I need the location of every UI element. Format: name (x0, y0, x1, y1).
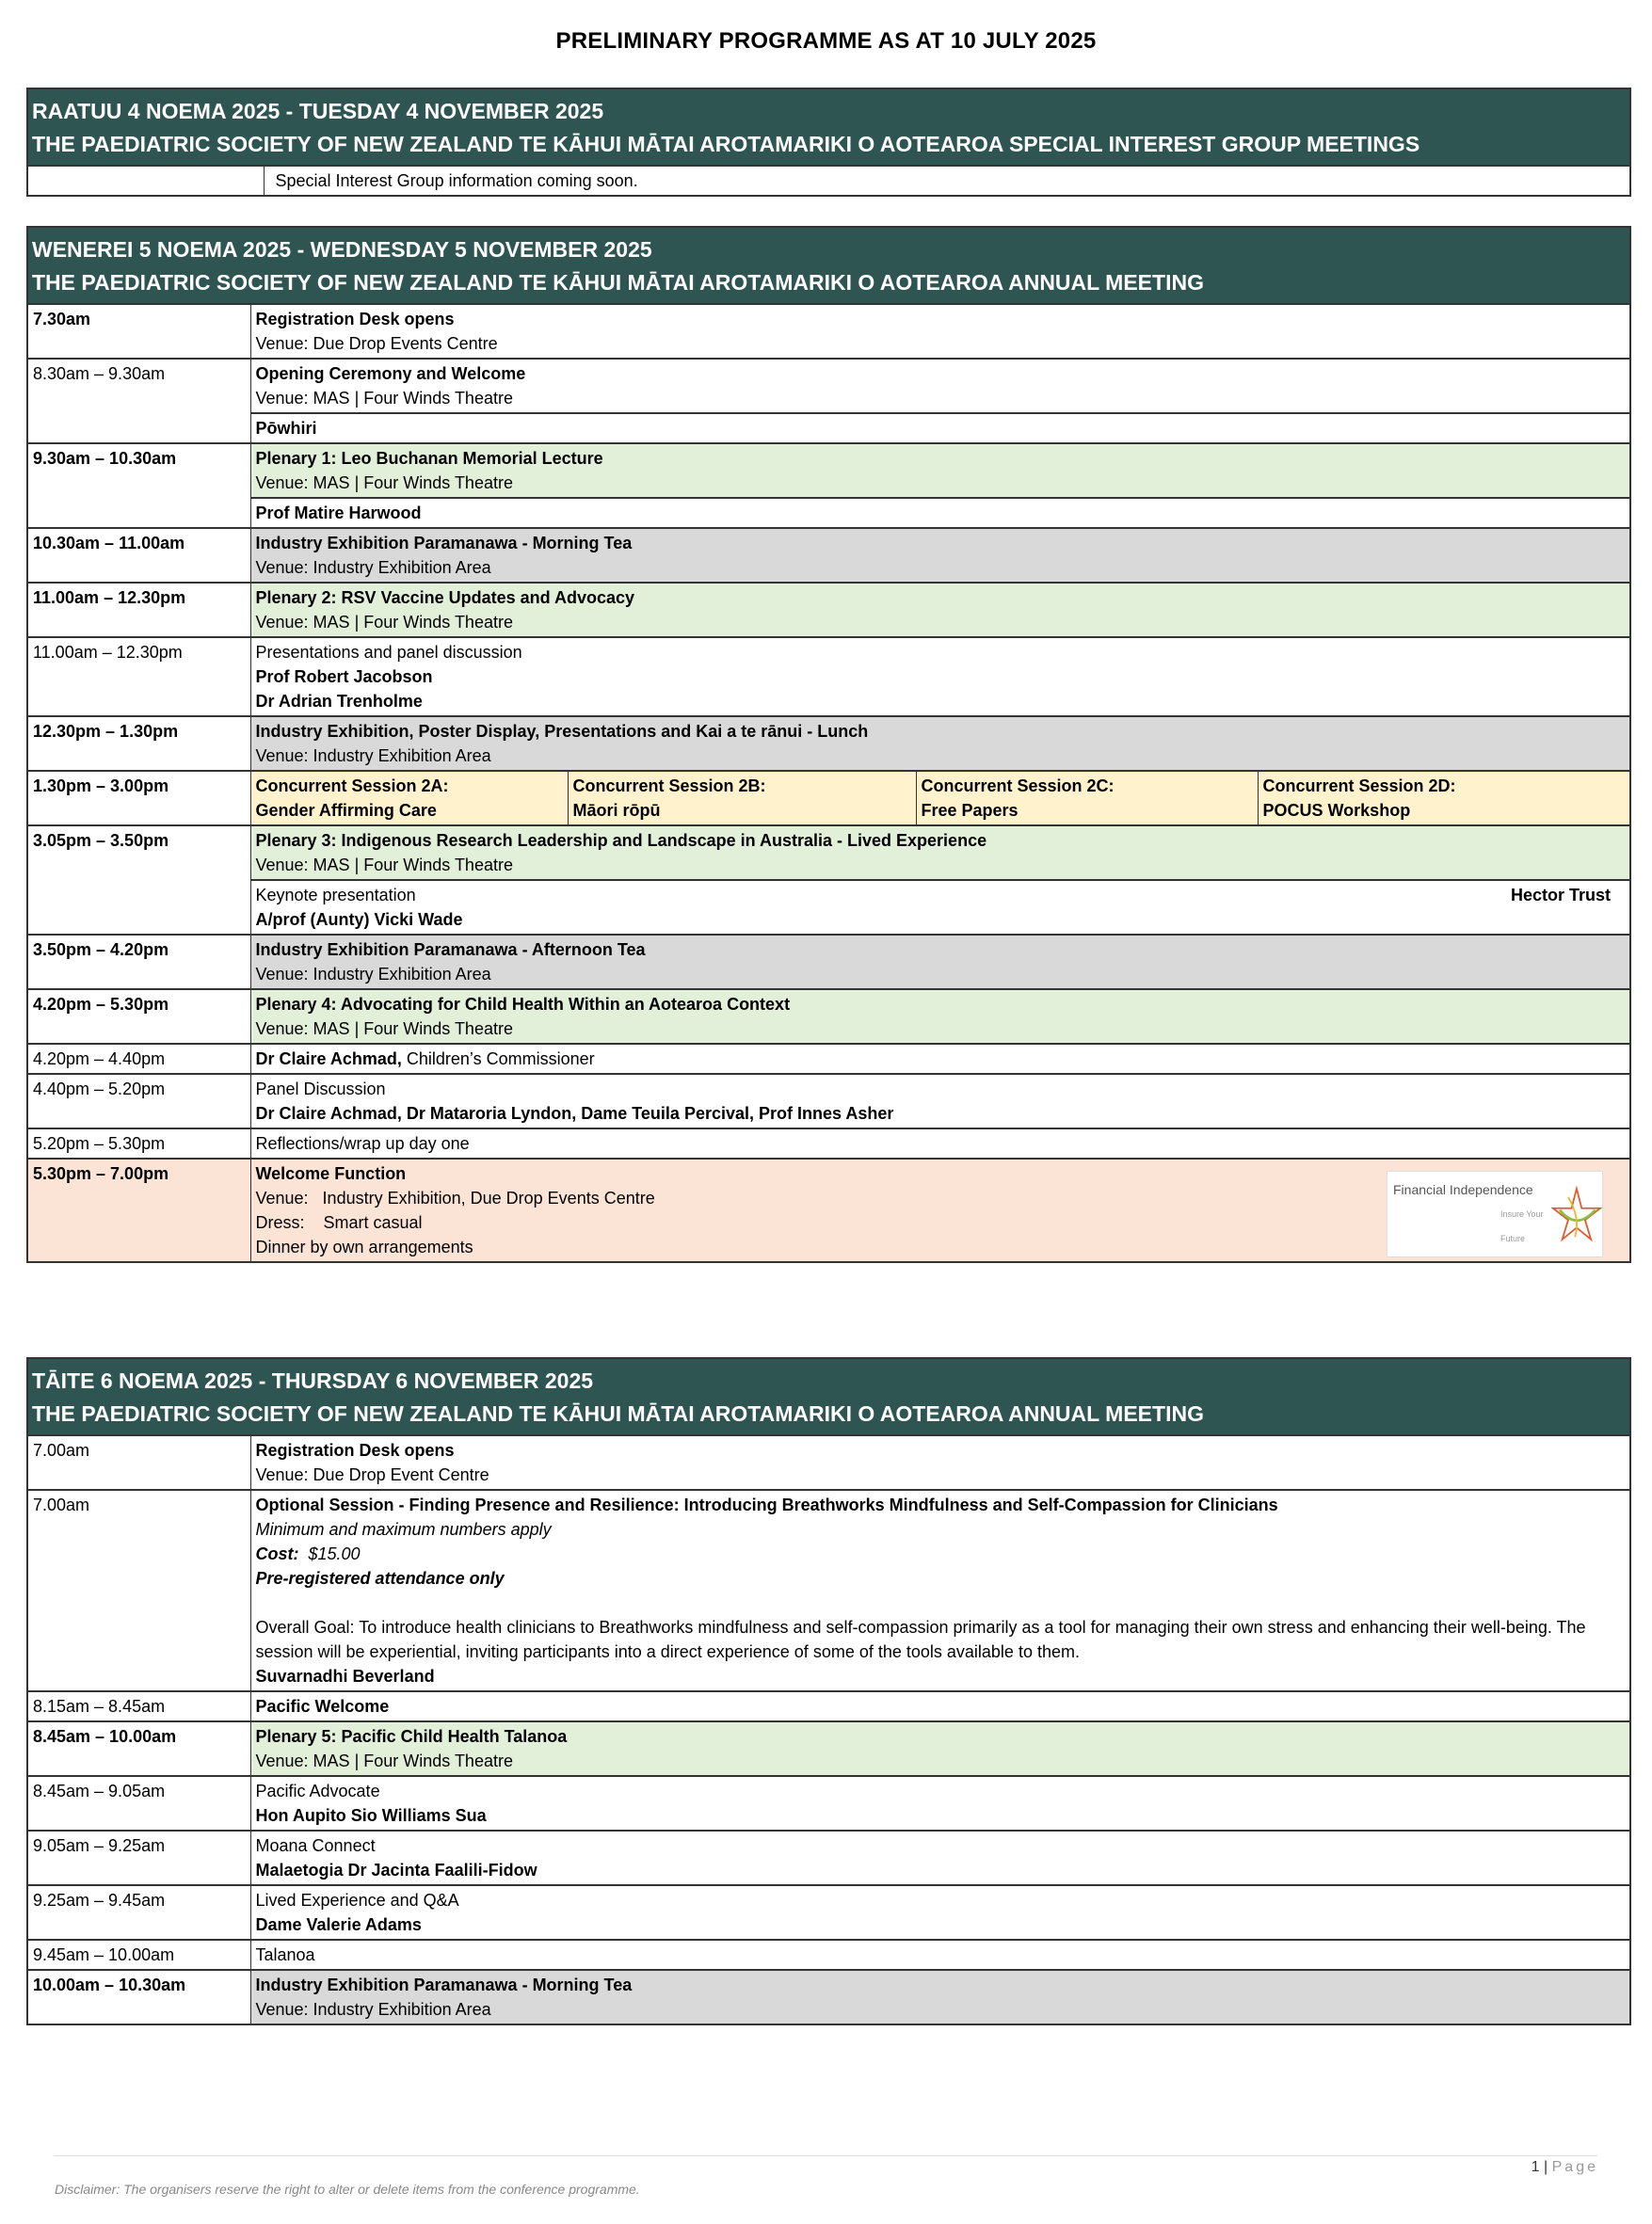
day3-heading-meeting: THE PAEDIATRIC SOCIETY OF NEW ZEALAND TE KĀHUI MĀTAI AROTAMARIKI O AOTEAROA ANNUAL MEETING (32, 1401, 1204, 1426)
session-desc: Presentations and panel discussion (255, 643, 522, 662)
table-row (28, 1940, 1629, 1970)
session-title: Industry Exhibition Paramanawa - Afternoon Tea (255, 940, 646, 959)
time-cell: 4.20pm – 4.40pm (28, 1044, 250, 1074)
session-cell (250, 1885, 1629, 1940)
session-cell (250, 637, 1629, 716)
speaker: Hon Aupito Sio Williams Sua (255, 1806, 487, 1825)
day3-table (28, 1436, 1629, 2025)
concurrent-sessions (250, 771, 1629, 825)
page-separator: | (1539, 2159, 1552, 2175)
speaker: Dame Valerie Adams (255, 1915, 422, 1934)
session-title: Pacific Welcome (250, 1691, 1629, 1721)
speaker-role: Children’s Commissioner (401, 1049, 595, 1068)
table-row (28, 1970, 1629, 2024)
dress-code: Dress: Smart casual (255, 1213, 423, 1232)
table-row (28, 1490, 1629, 1691)
day1-heading-meeting: THE PAEDIATRIC SOCIETY OF NEW ZEALAND TE KĀHUI MĀTAI AROTAMARIKI O AOTEAROA SPECIAL INTEREST GROUP MEETINGS (32, 132, 1420, 156)
concurrent-2c (917, 772, 1259, 824)
session-venue: Venue: MAS | Four Winds Theatre (255, 1019, 513, 1038)
speaker: A/prof (Aunty) Vicki Wade (255, 910, 463, 929)
time-cell: 4.40pm – 5.20pm (28, 1074, 250, 1128)
table-row (28, 1044, 1629, 1074)
session-title: Plenary 4: Advocating for Child Health Within an Aotearoa Context (255, 995, 791, 1014)
session-venue: Venue: Industry Exhibition Area (255, 965, 491, 984)
session-cell (250, 1044, 1629, 1074)
concurrent-2d (1259, 772, 1630, 824)
session-cell (250, 305, 1629, 359)
star-logo-icon (1551, 1181, 1602, 1247)
day2-heading-date: WENEREI 5 NOEMA 2025 - WEDNESDAY 5 NOVEMBER 2025 (32, 237, 652, 262)
session-cell (250, 1776, 1629, 1831)
session-title: Opening Ceremony and Welcome (255, 364, 526, 383)
table-row (28, 528, 1629, 583)
table-row (28, 1776, 1629, 1831)
day3-heading-date: TĀITE 6 NOEMA 2025 - THURSDAY 6 NOVEMBER 2025 (32, 1368, 594, 1393)
page-title: PRELIMINARY PROGRAMME AS AT 10 JULY 2025 (555, 28, 1097, 54)
preregistration-note: Pre-registered attendance only (255, 1569, 505, 1588)
session-title: Optional Session - Finding Presence and Resilience: Introducing Breathworks Mindfulness and Self-Compassion for Clinicians (255, 1496, 1278, 1514)
session-cell (250, 716, 1629, 771)
time-cell (28, 167, 264, 196)
sponsor-label: Hector Trust (1510, 886, 1611, 904)
session-cell (250, 1490, 1629, 1691)
session-goal: Overall Goal: To introduce health clinicians to Breathworks mindfulness and self-compassion primarily as a tool for managing their own stress and enhancing their well-being. The session will be experiential, inviting participants into a direct experience of some of the tools available to them. (255, 1618, 1586, 1661)
time-cell: 9.25am – 9.45am (28, 1885, 250, 1940)
logo-tagline: Insure Your Future (1500, 1209, 1544, 1243)
day1-section (26, 88, 1631, 197)
table-row (28, 1885, 1629, 1940)
session-cell (250, 935, 1629, 989)
session-title: Industry Exhibition Paramanawa - Morning Tea (255, 534, 633, 552)
session-label: Concurrent Session 2B: (572, 776, 766, 795)
table-row (28, 1831, 1629, 1885)
session-desc: Pacific Advocate (255, 1782, 380, 1800)
session-cell (250, 1721, 1629, 1776)
session-topic: Māori rōpū (572, 801, 661, 820)
session-title: Plenary 1: Leo Buchanan Memorial Lecture (255, 449, 603, 468)
session-venue: Venue: MAS | Four Winds Theatre (255, 1752, 513, 1770)
table-row (28, 1128, 1629, 1159)
day2-table (28, 305, 1629, 1263)
cost-line (256, 1542, 1626, 1566)
session-cell (250, 583, 1629, 637)
speaker: Dr Claire Achmad, (255, 1049, 402, 1068)
time-cell: 9.45am – 10.00am (28, 1940, 250, 1970)
time-cell: 7.00am (28, 1490, 250, 1691)
session-venue: Venue: MAS | Four Winds Theatre (255, 856, 513, 874)
session-cell (250, 1831, 1629, 1885)
day2-heading (28, 228, 1629, 305)
speaker: Dr Adrian Trenholme (255, 692, 423, 711)
table-row (28, 1074, 1629, 1128)
session-title: Plenary 3: Indigenous Research Leadership and Landscape in Australia - Lived Experience (255, 831, 987, 850)
time-cell: 3.50pm – 4.20pm (28, 935, 250, 989)
session-title: Plenary 2: RSV Vaccine Updates and Advocacy (255, 588, 635, 607)
logo-text: Financial Independence (1393, 1182, 1533, 1197)
cost-label: Cost: (255, 1544, 299, 1563)
session-cell (250, 1074, 1629, 1128)
session-cell: Talanoa (250, 1940, 1629, 1970)
table-row (28, 1691, 1629, 1721)
time-cell: 9.30am – 10.30am (28, 443, 250, 528)
speaker: Malaetogia Dr Jacinta Faalili-Fidow (255, 1861, 537, 1880)
table-row (28, 359, 1629, 413)
numbers-note: Minimum and maximum numbers apply (255, 1520, 552, 1539)
session-label: Concurrent Session 2C: (921, 776, 1115, 795)
session-desc: Keynote presentation (255, 886, 416, 904)
table-row (28, 167, 1629, 196)
session-desc: Lived Experience and Q&A (255, 1891, 459, 1910)
table-row (28, 498, 1629, 528)
table-row (28, 1159, 1629, 1262)
session-cell (250, 989, 1629, 1044)
concurrent-2b (569, 772, 917, 824)
session-topic: POCUS Workshop (1262, 801, 1411, 820)
day1-heading (28, 89, 1629, 167)
table-row (28, 825, 1629, 880)
session-title: Registration Desk opens (255, 1441, 455, 1460)
disclaimer: Disclaimer: The organisers reserve the right to alter or delete items from the conference programme. (55, 2182, 640, 2197)
table-row (28, 583, 1629, 637)
session-cell (250, 880, 1629, 935)
session-cell (250, 1159, 1629, 1262)
session-venue: Venue: Industry Exhibition Area (255, 558, 491, 577)
session-topic: Gender Affirming Care (255, 801, 437, 820)
footer-divider (54, 2155, 1597, 2156)
day3-section (26, 1357, 1631, 2025)
session-title: Plenary 5: Pacific Child Health Talanoa (255, 1727, 568, 1746)
page-word: Page (1551, 2159, 1598, 2175)
sponsor-logo (1387, 1171, 1603, 1257)
day2-heading-meeting: THE PAEDIATRIC SOCIETY OF NEW ZEALAND TE KĀHUI MĀTAI AROTAMARIKI O AOTEAROA ANNUAL MEETING (32, 270, 1204, 295)
session-cell (250, 825, 1629, 880)
table-row (28, 771, 1629, 825)
session-venue: Venue: MAS | Four Winds Theatre (255, 613, 513, 632)
time-cell: 5.30pm – 7.00pm (28, 1159, 250, 1262)
page-number-value: 1 (1531, 2159, 1540, 2175)
session-cell: Reflections/wrap up day one (250, 1128, 1629, 1159)
session-venue: Venue: Industry Exhibition Area (255, 746, 491, 765)
day2-section (26, 226, 1631, 1263)
time-cell: 4.20pm – 5.30pm (28, 989, 250, 1044)
time-cell: 11.00am – 12.30pm (28, 583, 250, 637)
table-row (28, 880, 1629, 935)
session-topic: Free Papers (921, 801, 1018, 820)
time-cell: 1.30pm – 3.00pm (28, 771, 250, 825)
cost-value: $15.00 (298, 1544, 361, 1563)
speaker: Dr Claire Achmad, Dr Mataroria Lyndon, Dame Teuila Percival, Prof Innes Asher (255, 1104, 894, 1123)
speaker: Suvarnadhi Beverland (255, 1667, 435, 1686)
session-sub: Prof Matire Harwood (250, 498, 1629, 528)
time-cell: 7.00am (28, 1436, 250, 1490)
session-venue: Venue: Due Drop Events Centre (255, 334, 498, 353)
concurrent-2a (251, 772, 569, 824)
session-label: Concurrent Session 2A: (255, 776, 449, 795)
time-cell: 9.05am – 9.25am (28, 1831, 250, 1885)
table-row (28, 1436, 1629, 1490)
table-row (28, 1721, 1629, 1776)
time-cell: 10.30am – 11.00am (28, 528, 250, 583)
day1-table (28, 167, 1629, 197)
dinner-note: Dinner by own arrangements (255, 1238, 473, 1256)
time-cell: 7.30am (28, 305, 250, 359)
session-venue: Venue: Industry Exhibition, Due Drop Events Centre (255, 1189, 655, 1208)
session-title: Welcome Function (255, 1164, 407, 1183)
table-row (28, 305, 1629, 359)
session-title: Industry Exhibition, Poster Display, Presentations and Kai a te rānui - Lunch (255, 722, 869, 741)
time-cell: 8.45am – 10.00am (28, 1721, 250, 1776)
time-cell: 3.05pm – 3.50pm (28, 825, 250, 935)
time-cell: 8.30am – 9.30am (28, 359, 250, 443)
session-desc: Moana Connect (255, 1836, 376, 1855)
table-row (28, 413, 1629, 443)
session-cell (250, 359, 1629, 413)
session-desc: Panel Discussion (255, 1080, 386, 1098)
session-venue: Venue: Due Drop Event Centre (255, 1465, 489, 1484)
session-cell (250, 1436, 1629, 1490)
session-label: Concurrent Session 2D: (1262, 776, 1456, 795)
table-row (28, 443, 1629, 498)
sig-info: Special Interest Group information coming soon. (264, 167, 1629, 196)
speaker: Prof Robert Jacobson (255, 667, 433, 686)
table-row (28, 935, 1629, 989)
session-venue: Venue: MAS | Four Winds Theatre (255, 389, 513, 408)
time-cell: 11.00am – 12.30pm (28, 637, 250, 716)
session-title: Registration Desk opens (255, 310, 455, 328)
session-sub: Pōwhiri (250, 413, 1629, 443)
session-venue: Venue: MAS | Four Winds Theatre (255, 473, 513, 492)
session-cell (250, 443, 1629, 498)
page-number (1532, 2159, 1598, 2176)
time-cell: 10.00am – 10.30am (28, 1970, 250, 2024)
time-cell: 5.20pm – 5.30pm (28, 1128, 250, 1159)
table-row (28, 637, 1629, 716)
session-title: Industry Exhibition Paramanawa - Morning Tea (255, 1976, 633, 1994)
table-row (28, 989, 1629, 1044)
day1-heading-date: RAATUU 4 NOEMA 2025 - TUESDAY 4 NOVEMBER 2025 (32, 99, 604, 123)
session-cell (250, 1970, 1629, 2024)
table-row (28, 716, 1629, 771)
session-venue: Venue: Industry Exhibition Area (255, 2000, 491, 2019)
time-cell: 8.15am – 8.45am (28, 1691, 250, 1721)
time-cell: 12.30pm – 1.30pm (28, 716, 250, 771)
session-cell (250, 528, 1629, 583)
day3-heading (28, 1359, 1629, 1436)
time-cell: 8.45am – 9.05am (28, 1776, 250, 1831)
